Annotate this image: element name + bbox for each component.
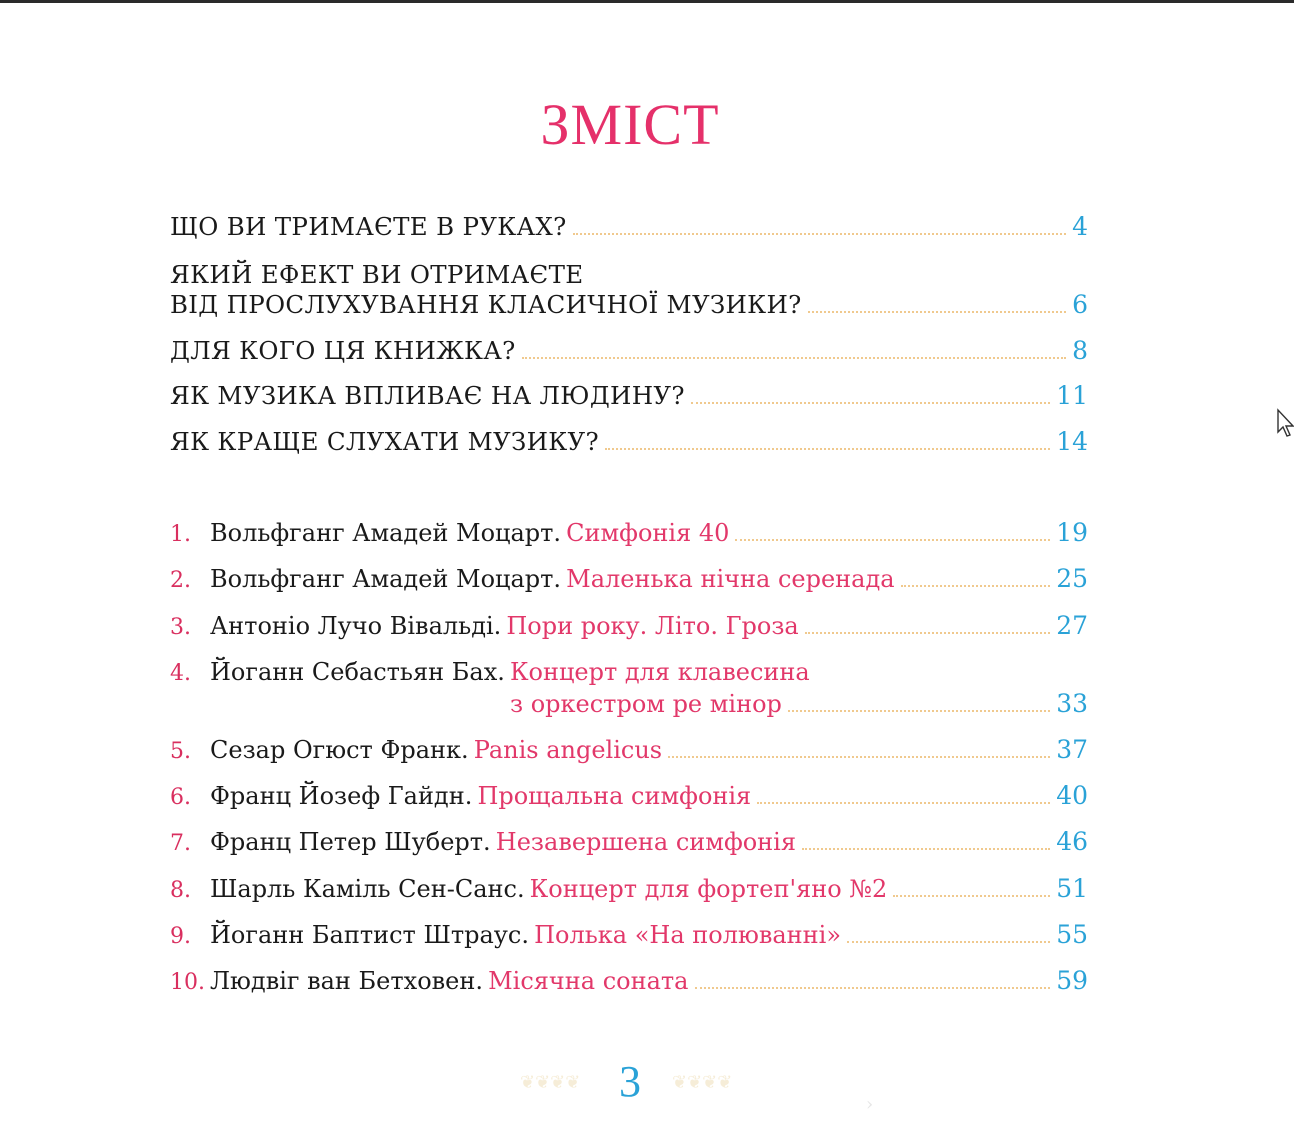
leader-dots xyxy=(573,232,1067,235)
chapter-entry[interactable] xyxy=(170,518,1088,547)
leader-dots xyxy=(605,447,1050,450)
toc-entry-page: 8 xyxy=(1072,336,1088,365)
chapter-number: 10. xyxy=(170,970,205,995)
toc-entry[interactable] xyxy=(170,290,1088,319)
chapter-number: 5. xyxy=(170,739,191,764)
top-border xyxy=(0,0,1294,3)
toc-entry[interactable] xyxy=(170,212,1088,241)
toc-entry-title: ЩО ВИ ТРИМАЄТЕ В РУКАХ? xyxy=(170,212,567,241)
chapter-author: Вольфганг Амадей Моцарт. xyxy=(210,519,562,547)
toc-entry-page: 4 xyxy=(1072,212,1088,241)
toc-entry-title: ЯК МУЗИКА ВПЛИВАЄ НА ЛЮДИНУ? xyxy=(170,381,685,410)
chapter-author: Антоніо Лучо Вівальді. xyxy=(210,612,502,640)
chapter-author: Франц Йозеф Гайдн. xyxy=(210,782,473,810)
chapter-entry[interactable] xyxy=(170,874,1088,903)
toc-entry[interactable] xyxy=(170,336,1088,365)
toc-entry-page: 6 xyxy=(1072,290,1088,319)
chapter-work: Концерт для фортеп'яно №2 xyxy=(529,875,888,903)
chapter-work: Концерт для клавесина xyxy=(509,658,810,686)
toc-entry-title: ВІД ПРОСЛУХУВАННЯ КЛАСИЧНОЇ МУЗИКИ? xyxy=(170,290,802,319)
chapter-work: Прощальна симфонія xyxy=(477,782,752,810)
page-number: 3 xyxy=(619,1057,641,1106)
chapter-page: 55 xyxy=(1056,920,1088,949)
chapter-author: Людвіг ван Бетховен. xyxy=(210,967,483,995)
chapter-work: Panis angelicus xyxy=(473,736,663,764)
leader-dots xyxy=(757,801,1050,804)
toc-entry[interactable] xyxy=(170,427,1088,456)
ornament-right-icon: ❦❦❦❦ xyxy=(672,1072,733,1093)
toc-entry-page: 11 xyxy=(1056,381,1088,410)
toc-entry-title: ЯК КРАЩЕ СЛУХАТИ МУЗИКУ? xyxy=(170,427,599,456)
toc-entry-title-line1: ЯКИЙ ЕФЕКТ ВИ ОТРИМАЄТЕ xyxy=(170,260,584,289)
chapter-entry[interactable] xyxy=(170,966,1088,995)
leader-dots xyxy=(735,538,1050,541)
leader-dots xyxy=(802,847,1050,850)
chapter-work: Місячна соната xyxy=(488,967,689,995)
leader-dots xyxy=(788,709,1050,712)
chapter-author: Франц Петер Шуберт. xyxy=(210,828,491,856)
chapter-work: Маленька нічна серенада xyxy=(566,565,895,593)
chapter-author: Йоганн Баптист Штраус. xyxy=(210,921,529,949)
chapter-entry[interactable] xyxy=(170,735,1088,764)
chapter-page: 19 xyxy=(1056,518,1088,547)
chapter-page: 51 xyxy=(1056,874,1088,903)
chapter-number: 9. xyxy=(170,924,191,949)
chapter-entry[interactable] xyxy=(170,781,1088,810)
chapter-author: Вольфганг Амадей Моцарт. xyxy=(210,565,562,593)
toc-entry-page: 14 xyxy=(1056,427,1088,456)
toc-entry-title: ДЛЯ КОГО ЦЯ КНИЖКА? xyxy=(170,336,516,365)
chapter-number: 7. xyxy=(170,831,191,856)
chapter-page: 37 xyxy=(1056,735,1088,764)
chapter-author: Сезар Огюст Франк. xyxy=(210,736,469,764)
chapter-entry-line1[interactable] xyxy=(170,658,1088,686)
leader-dots xyxy=(901,584,1051,587)
chapter-number: 4. xyxy=(170,661,191,686)
ornament-left-icon: ❦❦❦❦ xyxy=(520,1072,581,1093)
leader-dots xyxy=(691,401,1050,404)
chapter-entry[interactable] xyxy=(170,920,1088,949)
chapter-page: 25 xyxy=(1056,564,1088,593)
leader-dots xyxy=(808,310,1067,313)
chapter-work: Полька «На полюванні» xyxy=(534,921,842,949)
chapter-page: 40 xyxy=(1056,781,1088,810)
chapter-page: 27 xyxy=(1056,611,1088,640)
leader-dots xyxy=(805,631,1050,634)
page-title: ЗМІСТ xyxy=(540,92,720,157)
chapter-work: Симфонія 40 xyxy=(566,519,730,547)
chapter-number: 6. xyxy=(170,785,191,810)
leader-dots xyxy=(668,755,1050,758)
chapter-page: 46 xyxy=(1056,827,1088,856)
chapter-author: Йоганн Себастьян Бах. xyxy=(210,658,505,686)
chapter-entry[interactable] xyxy=(170,827,1088,856)
chapter-number: 8. xyxy=(170,878,191,903)
chapter-work: Пори року. Літо. Гроза xyxy=(506,612,799,640)
chapter-work: Незавершена симфонія xyxy=(495,828,796,856)
chapter-number: 1. xyxy=(170,522,191,547)
toc-entry[interactable] xyxy=(170,381,1088,410)
chapter-number: 3. xyxy=(170,615,191,640)
chapter-page: 59 xyxy=(1056,966,1088,995)
leader-dots xyxy=(847,940,1050,943)
chapter-author: Шарль Каміль Сен-Санс. xyxy=(210,875,525,903)
chapter-page: 33 xyxy=(1056,689,1088,718)
leader-dots xyxy=(522,356,1067,359)
chapter-number: 2. xyxy=(170,568,191,593)
mouse-pointer-icon xyxy=(1276,408,1294,442)
leader-dots xyxy=(893,894,1050,897)
chapter-entry[interactable] xyxy=(170,611,1088,640)
leader-dots xyxy=(695,986,1051,989)
chapter-entry[interactable] xyxy=(170,564,1088,593)
faint-mark-icon: › xyxy=(866,1094,874,1115)
chapter-work-continued: з оркестром ре мінор xyxy=(510,690,782,718)
chapter-entry[interactable] xyxy=(510,689,1088,718)
